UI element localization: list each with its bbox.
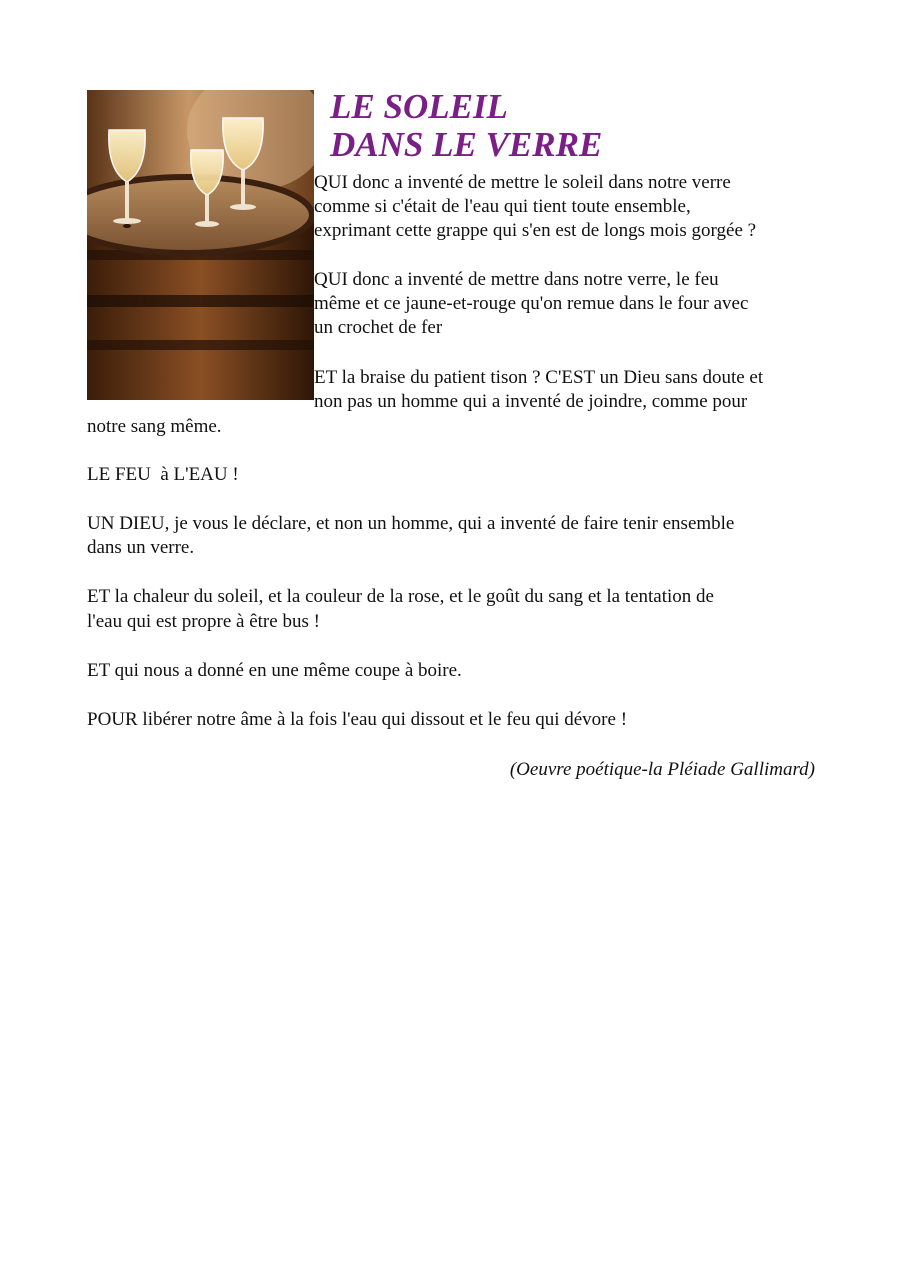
stanza-6-line-2: l'eau qui est propre à être bus ! bbox=[87, 611, 320, 632]
stanza-1-line-1: QUI donc a inventé de mettre le soleil dans notre verre bbox=[314, 172, 731, 193]
poem-title bbox=[330, 88, 602, 164]
stanza-5-line-2: dans un verre. bbox=[87, 537, 195, 558]
stanza-2-line-2: même et ce jaune-et-rouge qu'on remue dans le four avec bbox=[314, 293, 749, 314]
poem-title-line-2: DANS LE VERRE bbox=[330, 125, 603, 164]
stanza-5-line-1: UN DIEU, je vous le déclare, et non un homme, qui a inventé de faire tenir ensemble bbox=[87, 513, 735, 534]
stanza-2-line-1: QUI donc a inventé de mettre dans notre verre, le feu bbox=[314, 269, 719, 290]
stanza-3-line-1: ET la braise du patient tison ? C'EST un Dieu sans doute et bbox=[314, 367, 764, 388]
stanza-1-line-3: exprimant cette grappe qui s'en est de longs mois gorgée ? bbox=[314, 220, 757, 241]
stanza-3-line-2: non pas un homme qui a inventé de joindre, comme pour bbox=[314, 391, 748, 412]
stanza-1-line-2: comme si c'était de l'eau qui tient toute ensemble, bbox=[314, 196, 691, 217]
stanza-2-line-3: un crochet de fer bbox=[314, 317, 443, 338]
stanza-4: LE FEU à L'EAU ! bbox=[87, 464, 239, 485]
stanza-6-line-1: ET la chaleur du soleil, et la couleur de la rose, et le goût du sang et la tentation de bbox=[87, 586, 714, 607]
poem-title-line-1: LE SOLEIL bbox=[330, 87, 508, 126]
wine-glasses-illustration bbox=[87, 90, 314, 400]
wine-barrel-photo bbox=[87, 90, 314, 400]
stanza-3-line-3: notre sang même. bbox=[87, 416, 222, 437]
stanza-7: ET qui nous a donné en une même coupe à boire. bbox=[87, 660, 462, 681]
stanza-8: POUR libérer notre âme à la fois l'eau qui dissout et le feu qui dévore ! bbox=[87, 709, 628, 730]
source-citation: (Oeuvre poétique-la Pléiade Gallimard) bbox=[509, 759, 815, 780]
